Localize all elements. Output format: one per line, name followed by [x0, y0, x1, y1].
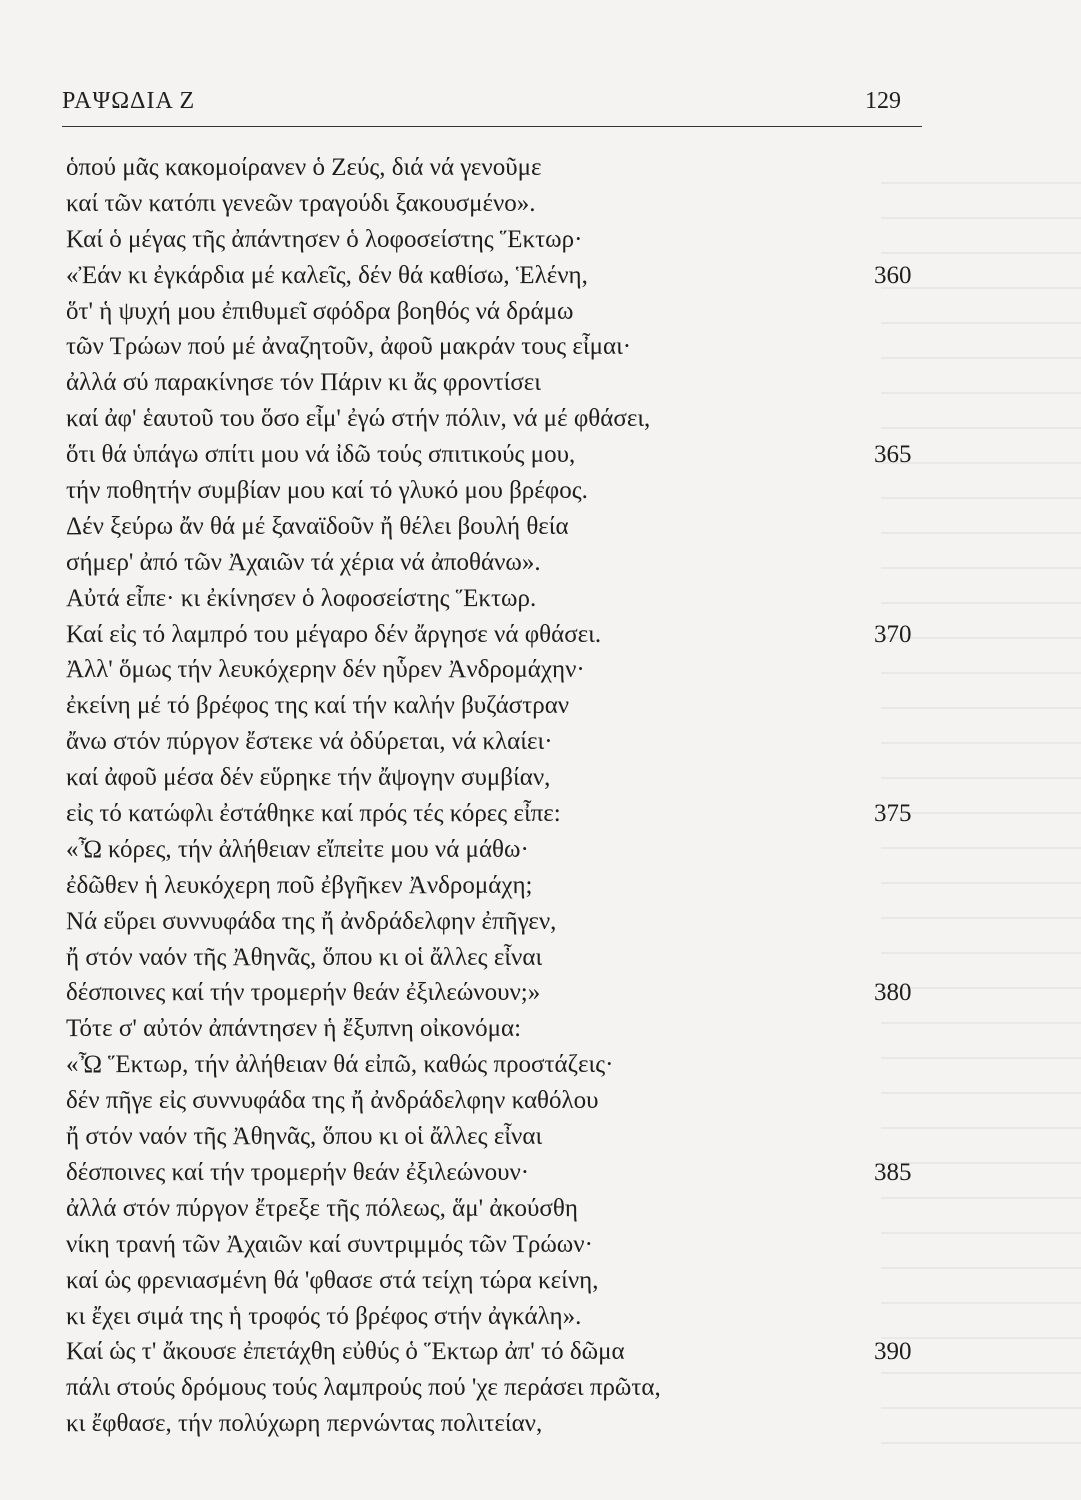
- verse-text: τῶν Τρώων πού μέ ἀναζητοῦν, ἀφοῦ μακράν τους εἶμαι·: [66, 333, 632, 361]
- verse-line: [66, 1299, 926, 1335]
- verse-text: ἤ στόν ναόν τῆς Ἀθηνᾶς, ὅπου κι οἱ ἄλλες εἶναι: [66, 943, 543, 971]
- verse-text: κι ἔχει σιμά της ἡ τροφός τό βρέφος στήν ἀγκάλη».: [66, 1302, 582, 1330]
- verse-text: «Ὦ Ἕκτωρ, τήν ἀλήθειαν θά εἰπῶ, καθώς προστάζεις·: [66, 1051, 614, 1079]
- page-number: 129: [865, 88, 901, 114]
- verse-line: [66, 509, 926, 545]
- verse-line: [66, 940, 926, 976]
- verse-text: «Ὦ κόρες, τήν ἀλήθειαν εἴπεἰτε μου νά μάθω·: [66, 835, 529, 863]
- verse-line: [66, 365, 926, 401]
- running-title: ΡΑΨΩΔΙΑ Ζ: [62, 88, 196, 114]
- verse-text: ἤ στόν ναόν τῆς Ἀθηνᾶς, ὅπου κι οἱ ἄλλες εἶναι: [66, 1123, 543, 1151]
- verse-text: εἰς τό κατώφλι ἐστάθηκε καί πρός τές κόρες εἶπε:: [66, 800, 561, 828]
- verse-block: [66, 150, 926, 1442]
- verse-line: [66, 294, 926, 330]
- line-number: 380: [874, 979, 912, 1007]
- verse-text: ὅτ' ἡ ψυχή μου ἐπιθυμεῖ σφόδρα βοηθός νά δράμω: [66, 297, 574, 325]
- verse-text: ὁπού μᾶς κακομοίρανεν ὁ Ζεύς, διά νά γενοῦμε: [66, 154, 542, 181]
- verse-line: [66, 1370, 926, 1406]
- verse-text: Καί εἰς τό λαμπρό του μέγαρο δέν ἄργησε νά φθάσει.: [66, 620, 602, 648]
- verse-text: δέσποινες καί τήν τρομερήν θεάν ἐξιλεώνουν;»: [66, 979, 541, 1007]
- verse-text: καί ἀφοῦ μέσα δέν εὕρηκε τήν ἄψογην συμβίαν,: [66, 764, 551, 792]
- verse-text: Καί ὡς τ' ἄκουσε ἐπετάχθη εὐθύς ὁ Ἕκτωρ ἀπ' τό δῶμα: [66, 1338, 625, 1366]
- line-number: 375: [874, 800, 912, 828]
- verse-text: ἀλλά σύ παρακίνησε τόν Πάριν κι ἄς φροντίσει: [66, 369, 542, 397]
- verse-line: [66, 222, 926, 258]
- verse-line: [66, 186, 926, 222]
- verse-text: νίκη τρανή τῶν Ἀχαιῶν καί συντριμμός τῶν Τρώων·: [66, 1230, 593, 1258]
- verse-line: [66, 904, 926, 940]
- verse-line: [66, 1155, 926, 1191]
- verse-line: [66, 1406, 926, 1442]
- verse-text: Τότε σ' αὐτόν ἀπάντησεν ἡ ἔξυπνη οἰκονόμα:: [66, 1015, 522, 1043]
- verse-text: καί ἀφ' ἑαυτοῦ του ὅσο εἶμ' ἐγώ στήν πόλιν, νά μέ φθάσει,: [66, 405, 651, 433]
- verse-text: σήμερ' ἀπό τῶν Ἀχαιῶν τά χέρια νά ἀποθάνω».: [66, 548, 541, 576]
- verse-line: [66, 473, 926, 509]
- verse-line: [66, 832, 926, 868]
- verse-line: [66, 688, 926, 724]
- verse-text: Καί ὁ μέγας τῆς ἀπάντησεν ὁ λοφοσείστης Ἕκτωρ·: [66, 225, 583, 253]
- verse-text: πάλι στούς δρόμους τούς λαμπρούς πού 'χε περάσει πρῶτα,: [66, 1374, 661, 1402]
- line-number: 385: [874, 1158, 912, 1186]
- verse-text: κι ἔφθασε, τήν πολύχωρη περνώντας πολιτείαν,: [66, 1410, 543, 1438]
- verse-text: ἄνω στόν πύργον ἔστεκε νά ὀδύρεται, νά κλαίει·: [66, 728, 553, 756]
- verse-text: τήν ποθητήν συμβίαν μου καί τό γλυκό μου βρέφος.: [66, 477, 588, 505]
- verse-text: Αὐτά εἶπε· κι ἐκίνησεν ὁ λοφοσείστης Ἕκτωρ.: [66, 584, 537, 612]
- verse-text: ἀλλά στόν πύργον ἔτρεξε τῆς πόλεως, ἅμ' ἀκούσθη: [66, 1194, 578, 1222]
- verse-line: [66, 1083, 926, 1119]
- verse-text: Νά εὕρει συννυφάδα της ἤ ἀνδράδελφην ἐπῆγεν,: [66, 907, 557, 935]
- verse-line: [66, 150, 926, 186]
- verse-line: [66, 796, 926, 832]
- verse-line: [66, 760, 926, 796]
- verse-line: [66, 868, 926, 904]
- verse-line: [66, 724, 926, 760]
- line-number: 390: [874, 1338, 912, 1366]
- line-number: 365: [874, 441, 912, 469]
- line-number: 370: [874, 620, 912, 648]
- verse-line: [66, 1011, 926, 1047]
- verse-line: [66, 1191, 926, 1227]
- verse-line: [66, 401, 926, 437]
- verse-line: [66, 975, 926, 1011]
- verse-text: δέν πῆγε εἰς συννυφάδα της ἤ ἀνδράδελφην καθόλου: [66, 1087, 599, 1115]
- verse-line: [66, 545, 926, 581]
- verse-line: [66, 1119, 926, 1155]
- verse-text: ὅτι θά ὑπάγω σπίτι μου νά ἰδῶ τούς σπιτικούς μου,: [66, 441, 576, 469]
- verse-text: Δέν ξεύρω ἄν θά μέ ξαναϊδοῦν ἤ θέλει βουλή θεία: [66, 512, 569, 540]
- verse-line: [66, 437, 926, 473]
- verse-line: [66, 1263, 926, 1299]
- verse-line: [66, 1227, 926, 1263]
- verse-text: «Ἐάν κι ἐγκάρδια μέ καλεῖς, δέν θά καθίσω, Ἑλένη,: [66, 261, 588, 289]
- header-rule: [62, 126, 922, 127]
- verse-line: [66, 1334, 926, 1370]
- verse-line: [66, 652, 926, 688]
- verse-text: Ἀλλ' ὅμως τήν λευκόχερην δέν ηὗρεν Ἀνδρομάχην·: [66, 656, 585, 684]
- verse-text: ἐκείνη μέ τό βρέφος της καί τήν καλήν βυζάστραν: [66, 692, 570, 720]
- verse-text: καί ὡς φρενιασμένη θά 'φθασε στά τείχη τώρα κείνη,: [66, 1266, 599, 1294]
- verse-text: ἐδῶθεν ἡ λευκόχερη ποῦ ἐβγῆκεν Ἀνδρομάχη;: [66, 871, 533, 899]
- line-number: 360: [874, 261, 912, 289]
- verse-line: [66, 258, 926, 294]
- verse-text: δέσποινες καί τήν τρομερήν θεάν ἐξιλεώνουν·: [66, 1158, 530, 1186]
- verse-line: [66, 617, 926, 653]
- verse-text: καί τῶν κατόπι γενεῶν τραγούδι ξακουσμένο».: [66, 189, 536, 217]
- verse-line: [66, 1047, 926, 1083]
- verse-line: [66, 581, 926, 617]
- verse-line: [66, 329, 926, 365]
